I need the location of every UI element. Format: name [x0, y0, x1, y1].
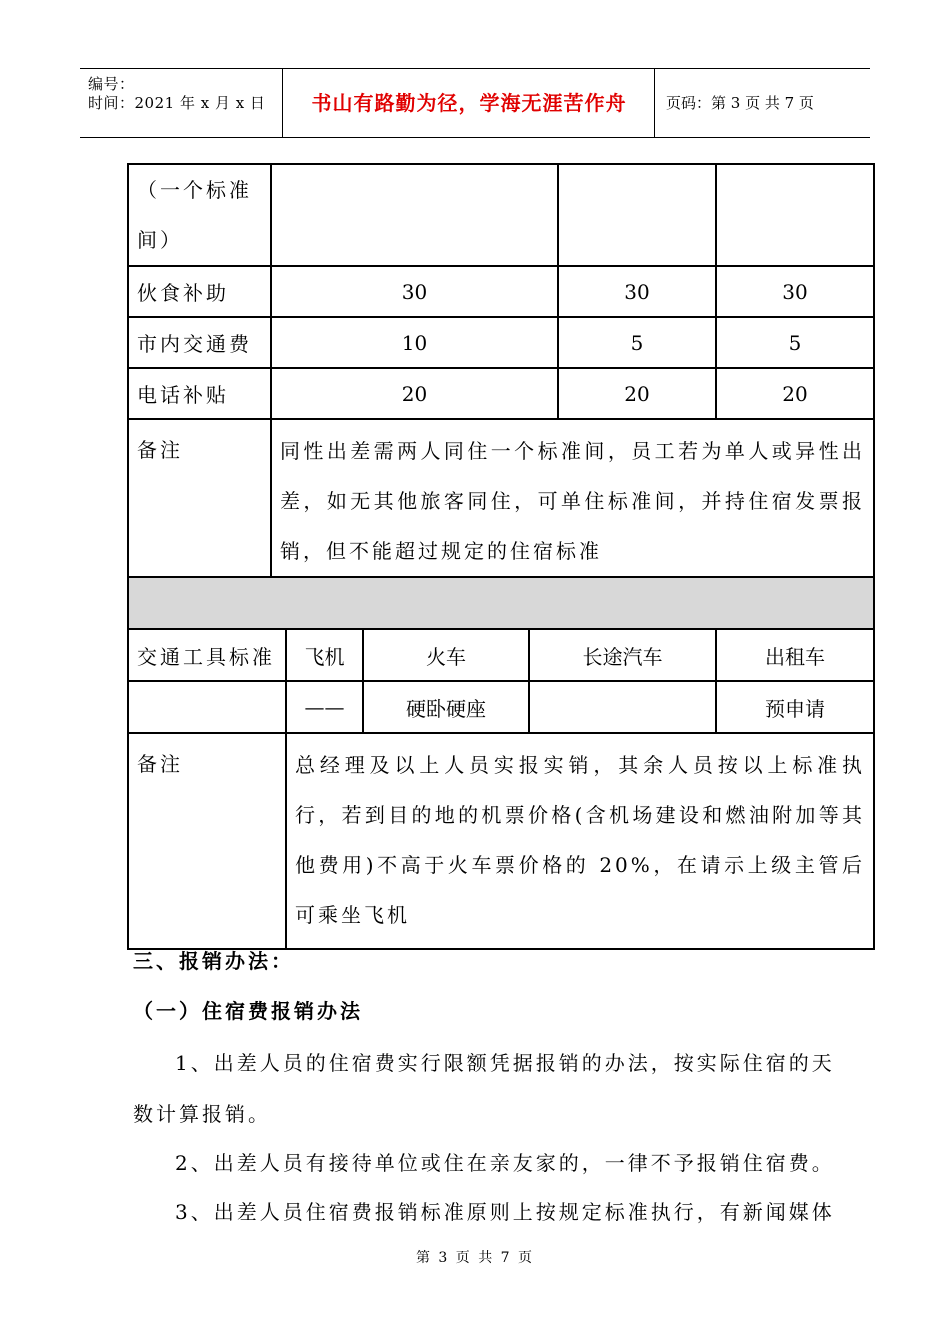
page-header — [80, 68, 870, 138]
header-page-info: 页码：第 3 页 共 7 页 — [666, 94, 814, 112]
table-cell: 20 — [558, 368, 716, 419]
room-note-line: 间） — [137, 228, 183, 252]
table-cell: 20 — [716, 368, 874, 419]
row-label: 伙食补助 — [128, 266, 271, 317]
remark-cell — [271, 419, 874, 585]
room-note-cell — [128, 164, 271, 266]
document-date: 时间：2021 年 x 月 x 日 — [88, 94, 266, 112]
paragraph-line: 3、出差人员住宿费报销标准原则上按规定标准执行，有新闻媒体 — [175, 1200, 835, 1224]
header-divider — [282, 69, 283, 137]
paragraph-line: 数计算报销。 — [133, 1102, 271, 1126]
table-row — [128, 368, 874, 419]
document-number-label: 编号： — [88, 75, 135, 93]
header-motto: 书山有路勤为径，学海无涯苦作舟 — [311, 91, 627, 115]
table-cell: 30 — [558, 266, 716, 317]
table-row — [128, 577, 874, 629]
row-label: 市内交通费 — [128, 317, 271, 368]
table-row — [128, 164, 874, 266]
table-row — [128, 629, 874, 681]
table-cell — [271, 164, 558, 266]
paragraph-line: 1、出差人员的住宿费实行限额凭据报销的办法，按实际住宿的天 — [175, 1051, 835, 1075]
paragraph-line: 2、出差人员有接待单位或住在亲友家的，一律不予报销住宿费。 — [175, 1151, 835, 1175]
section-title: 三、报销办法： — [133, 949, 294, 973]
transport-table — [127, 576, 875, 950]
column-header: 火车 — [363, 629, 529, 681]
header-divider — [654, 69, 655, 137]
table-cell: 5 — [716, 317, 874, 368]
table-cell: 30 — [271, 266, 558, 317]
page-footer: 第 3 页 共 7 页 — [415, 1250, 535, 1266]
remark-label: 备注 — [128, 419, 271, 585]
room-note-line: （一个标准 — [137, 178, 252, 202]
table-row — [128, 681, 874, 733]
remark-text: 总经理及以上人员实报实销，其余人员按以上标准执行，若到目的地的机票价格(含机场建设和燃油附加等其他费用)不高于火车票价格的 20%，在请示上级主管后可乘坐飞机 — [295, 753, 866, 927]
subsection-title: （一）住宿费报销办法 — [133, 999, 363, 1023]
table-row — [128, 317, 874, 368]
table-cell: 20 — [271, 368, 558, 419]
table-row — [128, 266, 874, 317]
shaded-row — [128, 577, 874, 629]
table-cell: 5 — [558, 317, 716, 368]
row-label: 电话补贴 — [128, 368, 271, 419]
column-header: 飞机 — [286, 629, 363, 681]
table-cell: 30 — [716, 266, 874, 317]
table-cell: 10 — [271, 317, 558, 368]
allowance-table — [127, 163, 875, 586]
remark-label: 备注 — [128, 733, 286, 949]
table-row — [128, 733, 874, 949]
remark-cell — [286, 733, 874, 949]
column-header: 出租车 — [716, 629, 874, 681]
table-row — [128, 419, 874, 585]
table-cell — [529, 681, 716, 733]
column-header: 长途汽车 — [529, 629, 716, 681]
table-cell: —— — [286, 681, 363, 733]
remark-text: 同性出差需两人同住一个标准间，员工若为单人或异性出差，如无其他旅客同住，可单住标准间，并持住宿发票报销，但不能超过规定的住宿标准 — [280, 439, 865, 563]
table-cell: 预申请 — [716, 681, 874, 733]
table-cell — [128, 681, 286, 733]
table-cell: 硬卧硬座 — [363, 681, 529, 733]
row-label: 交通工具标准 — [128, 629, 286, 681]
table-cell — [558, 164, 716, 266]
table-cell — [716, 164, 874, 266]
